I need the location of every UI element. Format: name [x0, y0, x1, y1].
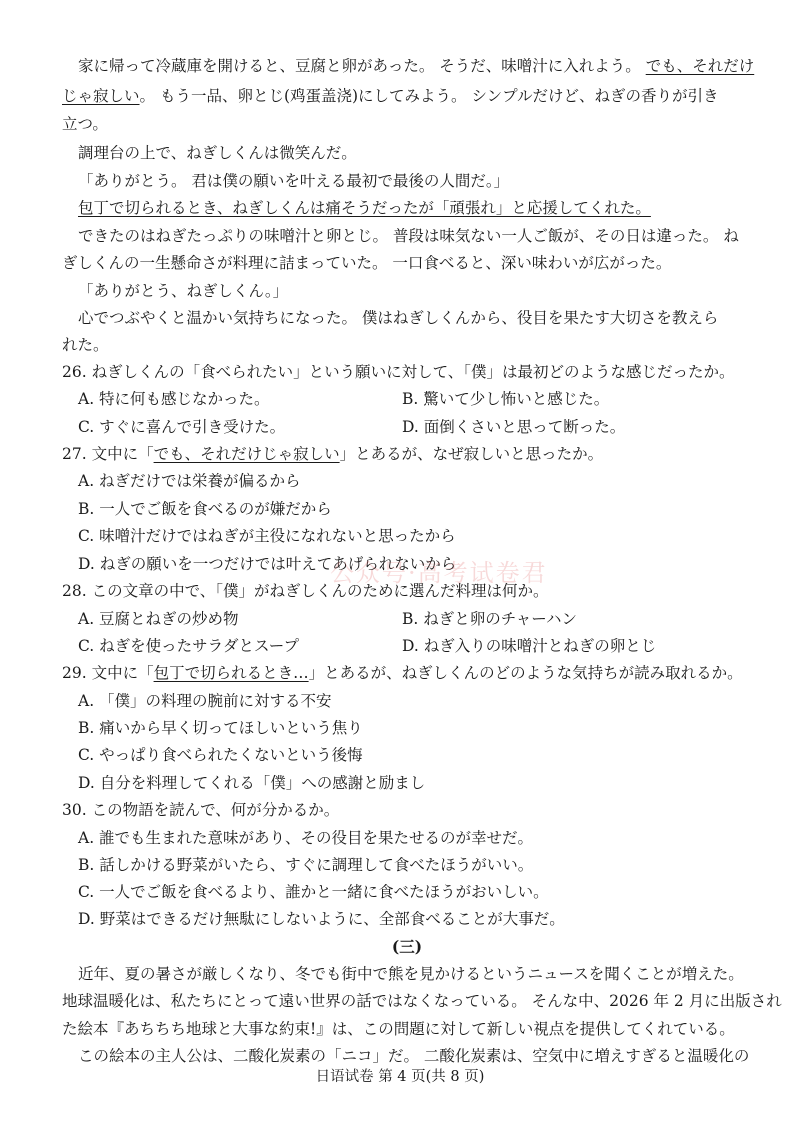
passage-line: 近年、夏の暑さが厳しくなり、冬でも街中で熊を見かけるというニュースを聞くことが増えた。 [78, 965, 744, 983]
underlined-phrase: でも、それだけじゃ寂しい [153, 445, 340, 463]
passage-line: できたのはねぎたっぷりの味噌汁と卵とじ。 普段は味気ない一人ご飯が、その日は違った。 ね [78, 227, 739, 245]
watermark: 公众号·高考试卷君 [330, 559, 548, 587]
passage-line: 心でつぶやくと温かい気持ちになった。 僕はねぎしくんから、役目を果たす大切さを教えら [78, 309, 719, 327]
answer-option[interactable]: D. 面倒くさいと思って断った。 [402, 418, 626, 436]
passage-line [78, 197, 651, 219]
question-stem: 30. この物語を読んで、何が分かるか。 [62, 801, 340, 819]
answer-option[interactable]: B. 一人でご飯を食べるのが嫌だから [78, 500, 332, 518]
passage-line: ぎしくんの一生懸命さが料理に詰まっていた。 一口食べると、深い味わいが広がった。 [62, 254, 672, 272]
question-stem [62, 443, 603, 465]
answer-option[interactable]: D. 野菜はできるだけ無駄にしないように、全部食べることが大事だ。 [78, 910, 565, 928]
answer-option[interactable]: D. 自分を料理してくれる「僕」への感謝と励まし [78, 774, 426, 792]
answer-option[interactable]: C. やっぱり食べられたくないという後悔 [78, 746, 363, 764]
passage-line [78, 55, 754, 77]
answer-option[interactable]: B. ねぎと卵のチャーハン [402, 610, 578, 628]
answer-option[interactable]: C. ねぎを使ったサラダとスープ [78, 637, 299, 655]
answer-option[interactable]: A. 特に何も感じなかった。 [78, 390, 270, 408]
page-footer: 日语试卷 第 4 页(共 8 页) [315, 1069, 485, 1085]
passage-line [62, 85, 718, 107]
passage-line: 「ありがとう。 君は僕の願いを叶える最初で最後の人間だ。」 [78, 172, 510, 190]
answer-option[interactable]: C. 一人でご飯を食べるより、誰かと一緒に食べたほうがおいしい。 [78, 883, 549, 901]
stem-text: 」とあるが、なぜ寂しいと思ったか。 [339, 445, 604, 463]
passage-line: 調理台の上で、ねぎしくんは微笑んだ。 [78, 144, 357, 162]
underlined-phrase: じゃ寂しい [62, 87, 140, 105]
passage-text: 家に帰って冷蔵庫を開けると、豆腐と卵があった。 そうだ、味噌汁に入れよう。 [78, 57, 646, 75]
answer-option[interactable]: D. ねぎ入りの味噌汁とねぎの卵とじ [402, 637, 657, 655]
stem-text: 」とあるが、ねぎしくんのどのような気持ちが読み取れるか。 [308, 664, 743, 682]
section-heading: (三) [391, 937, 423, 956]
underlined-phrase: 包丁で切られるとき… [153, 664, 309, 682]
answer-option[interactable]: A. ねぎだけでは栄養が偏るから [78, 472, 301, 490]
answer-option[interactable]: B. 痛いから早く切ってほしいという焦り [78, 719, 363, 737]
question-stem [62, 662, 743, 684]
answer-option[interactable]: A. 豆腐とねぎの炒め物 [78, 610, 239, 628]
underlined-phrase: でも、それだけ [645, 57, 755, 75]
passage-line: 「ありがとう、ねぎしくん。」 [78, 282, 289, 300]
stem-text: 29. 文中に「 [62, 664, 154, 682]
question-stem: 26. ねぎしくんの「食べられたい」という願いに対して、「僕」は最初どのような感じだったか。 [62, 363, 735, 381]
answer-option[interactable]: C. 味噌汁だけではねぎが主役になれないと思ったから [78, 527, 456, 545]
passage-line: 立つ。 [62, 115, 108, 133]
underlined-phrase: 包丁で切られるとき、ねぎしくんは痛そうだったが「頑張れ」と応援してくれた。 [78, 199, 651, 217]
answer-option[interactable]: D. ねぎの願いを一つだけでは叶えてあげられないから [78, 555, 457, 573]
passage-line: た絵本『あちちち地球と大事な約束!』は、この問題に対して新しい視点を提供してくれている。 [62, 1020, 735, 1038]
stem-text: 27. 文中に「 [62, 445, 154, 463]
answer-option[interactable]: B. 驚いて少し怖いと感じた。 [402, 390, 610, 408]
answer-option[interactable]: B. 話しかける野菜がいたら、すぐに調理して食べたほうがいい。 [78, 856, 534, 874]
passage-text: 。 もう一品、卵とじ(鸡蛋盖浇)にしてみよう。 シンプルだけど、ねぎの香りが引き [139, 87, 719, 105]
passage-line: 地球温暖化は、私たちにとって遠い世界の話ではなくなっている。 そんな中、2026 年 2 月に出版され [62, 992, 782, 1010]
answer-option[interactable]: A. 「僕」の料理の腕前に対する不安 [78, 692, 332, 710]
answer-option[interactable]: C. すぐに喜んで引き受けた。 [78, 418, 286, 436]
answer-option[interactable]: A. 誰でも生まれた意味があり、その役目を果たせるのが幸せだ。 [78, 829, 534, 847]
passage-line: この絵本の主人公は、二酸化炭素の「ニコ」だ。 二酸化炭素は、空気中に増えすぎると温暖化の [78, 1047, 750, 1065]
passage-line: れた。 [62, 336, 109, 354]
question-stem: 28. この文章の中で、「僕」がねぎしくんのために選んだ料理は何か。 [62, 582, 549, 600]
